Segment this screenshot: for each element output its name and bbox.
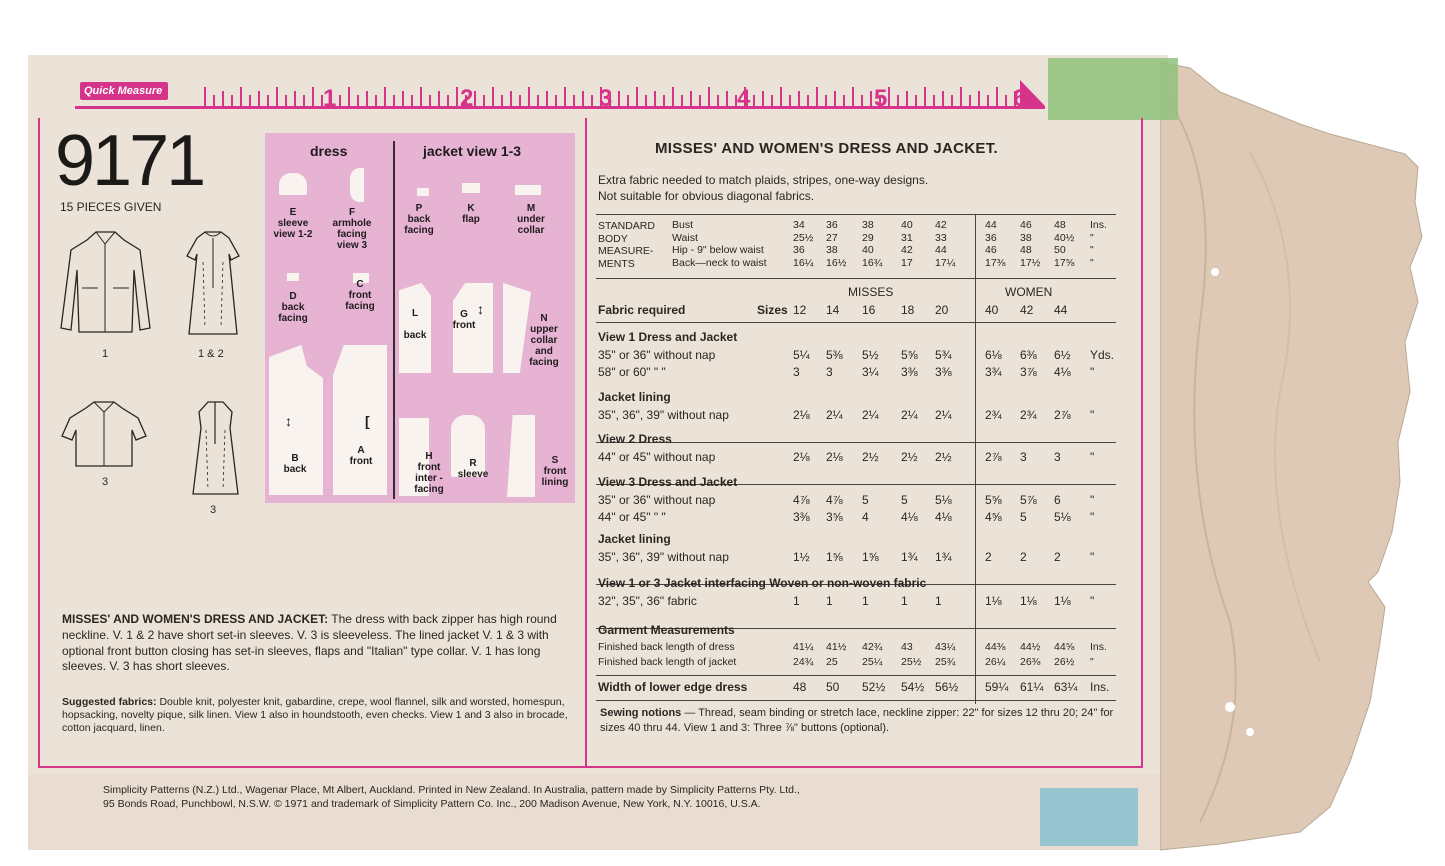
table-cell: 4⅞	[793, 492, 810, 507]
table-cell: 6⅛	[985, 347, 1002, 362]
size-header: 20	[935, 303, 949, 317]
table-cell: 5⅛	[1054, 510, 1071, 524]
piece-shape-a	[333, 345, 387, 495]
piece-shape-d	[287, 273, 299, 281]
piece-label-p: P back facing	[404, 203, 434, 236]
row-label: 58" or 60" " "	[598, 365, 666, 379]
pieces-divider	[393, 141, 395, 499]
table-cell: 2¾	[985, 407, 1002, 422]
table-cell: 6	[1054, 492, 1061, 507]
torn-flap	[1160, 62, 1430, 852]
piece-label-m: M under collar	[517, 203, 545, 236]
table-unit: "	[1090, 244, 1094, 256]
table-cell: 25¾	[935, 656, 956, 668]
row-label: 35" or 36" without nap	[598, 347, 716, 362]
table-cell: 43	[901, 641, 913, 653]
piece-shape-k	[462, 183, 480, 193]
table-cell: 2⅛	[793, 449, 810, 464]
section-heading: View 3 Dress and Jacket	[598, 475, 738, 489]
table-cell: 44	[935, 244, 947, 256]
table-cell: 17⅝	[1054, 256, 1075, 269]
piece-label-e: E sleeve view 1-2	[273, 207, 313, 240]
row-label: Finished back length of jacket	[598, 656, 737, 668]
view-label: 1 & 2	[198, 348, 224, 360]
table-cell: 40½	[1054, 231, 1075, 244]
fabric-required-heading: Fabric required	[598, 303, 686, 317]
size-header: 40	[985, 303, 999, 317]
chart-title: MISSES' AND WOMEN'S DRESS AND JACKET.	[655, 140, 998, 157]
table-cell: 6⅜	[1020, 347, 1037, 362]
footer-line: Simplicity Patterns (N.Z.) Ltd., Wagenar Place, Mt Albert, Auckland. Printed in New Zealand. In Australia, pattern made by Simplicity Patterns Pty. Ltd.,	[103, 784, 800, 796]
pattern-description	[62, 612, 578, 675]
table-cell: 4⅛	[935, 510, 952, 524]
section-heading: View 1 Dress and Jacket	[598, 330, 738, 344]
table-cell: 3¼	[862, 365, 879, 379]
piece-label-b: B back	[283, 453, 307, 475]
table-cell: 31	[901, 231, 913, 244]
size-header: 42	[1020, 303, 1034, 317]
view-label: 3	[102, 476, 109, 488]
ruler-number: 2	[460, 85, 474, 112]
row-label: 44" or 45" without nap	[598, 449, 716, 464]
section-heading: Jacket lining	[598, 390, 671, 404]
view-label: 3	[210, 504, 217, 516]
std-row-label: Waist	[672, 231, 698, 244]
table-cell: 4⅞	[826, 492, 843, 507]
footer-imprint	[103, 783, 800, 811]
table-cell: 1	[793, 593, 800, 608]
table-cell: 26⅜	[1020, 656, 1041, 668]
table-cell: 5	[1020, 510, 1027, 524]
table-cell: 24¾	[793, 656, 814, 668]
table-cell: 5½	[862, 347, 879, 362]
width-label: Width of lower edge dress	[598, 680, 748, 694]
table-cell: 3¾	[985, 365, 1002, 379]
table-cell: 36	[793, 244, 805, 256]
table-cell: 5¼	[793, 347, 810, 362]
table-unit: Ins.	[1090, 680, 1110, 694]
table-unit: "	[1090, 656, 1094, 668]
table-cell: 36	[985, 231, 997, 244]
table-cell: 5⅞	[1020, 492, 1037, 507]
table-unit: "	[1090, 365, 1095, 379]
table-cell: 1⅛	[985, 593, 1002, 608]
ruler-number: 3	[599, 85, 613, 112]
table-cell: 17½	[1020, 256, 1041, 269]
pieces-given: 15 PIECES GIVEN	[60, 200, 162, 214]
table-cell: 2¼	[826, 407, 843, 422]
table-cell: 1½	[793, 549, 810, 564]
ruler-number: 5	[874, 85, 888, 112]
row-label: 35" or 36" without nap	[598, 492, 716, 507]
row-label: Finished back length of dress	[598, 641, 735, 653]
grainline-arrow-g: ↕	[477, 301, 484, 317]
piece-shape-m	[515, 185, 541, 195]
piece-label-k: K flap	[462, 203, 480, 225]
ruler-number: 1	[323, 85, 337, 112]
table-cell: 43¼	[935, 641, 956, 653]
women-heading: WOMEN	[1005, 285, 1053, 299]
suggested-fabrics	[62, 696, 578, 735]
table-cell: 41¼	[793, 641, 814, 653]
right-border	[1141, 118, 1143, 768]
fabrics-lead: Suggested fabrics:	[62, 696, 157, 708]
view-3-dress-illustration	[188, 398, 243, 498]
table-rule	[596, 442, 1116, 443]
view-label: 1	[102, 348, 109, 360]
piece-shape-s	[507, 415, 535, 497]
table-cell: 25	[826, 656, 838, 668]
table-cell: 33	[935, 231, 947, 244]
table-rule	[596, 214, 1116, 215]
table-cell: 2½	[935, 449, 952, 464]
table-cell: 2¼	[901, 407, 918, 422]
table-rule	[596, 675, 1116, 676]
table-cell: 3	[826, 365, 833, 379]
piece-shape-e	[279, 173, 307, 195]
piece-label-g: G front	[452, 309, 476, 331]
table-unit: "	[1090, 492, 1095, 507]
size-header: 12	[793, 303, 807, 317]
table-cell: 6½	[1054, 347, 1071, 362]
table-cell: 48	[1020, 244, 1032, 256]
row-label: 35", 36", 39" without nap	[598, 407, 729, 422]
sizes-heading: Sizes	[757, 303, 788, 317]
ruler-ticks	[75, 75, 1050, 110]
view-1-2-dress-illustration	[183, 228, 243, 338]
table-cell: 17¼	[935, 256, 956, 269]
table-cell: 25¼	[862, 656, 883, 668]
section-heading: View 2 Dress	[598, 432, 672, 446]
table-unit: Yds.	[1090, 347, 1115, 362]
table-cell: 52½	[862, 680, 886, 694]
table-cell: 2	[985, 549, 992, 564]
size-header: 18	[901, 303, 915, 317]
table-cell: 25½	[901, 656, 922, 668]
pattern-number: 9171	[55, 121, 204, 201]
table-cell: 5⅝	[985, 492, 1002, 507]
sewing-notions	[600, 706, 1120, 736]
piece-label-r: R sleeve	[457, 458, 489, 480]
blue-tape	[1040, 788, 1138, 846]
description-body: The dress with back zipper has high round neckline. V. 1 & 2 have short set-in sleeves. V. 3 is sleeveless. The lined jacket V. 1 & 3 with optional front button closing has set-in sleeves, flaps and "Italian" type collar. V. 1 has long sleeves. V. 3 has short sleeves.	[62, 612, 557, 674]
table-cell: 50	[1054, 244, 1066, 256]
size-header: 44	[1054, 303, 1068, 317]
std-label: BODY	[598, 232, 628, 245]
table-unit: "	[1090, 449, 1095, 464]
table-cell: 5	[862, 492, 869, 507]
table-cell: 2¼	[862, 407, 879, 422]
table-cell: 5⅜	[826, 347, 843, 362]
size-header: 16	[862, 303, 876, 317]
table-cell: 2	[1020, 549, 1027, 564]
table-cell: 54½	[901, 680, 925, 694]
table-rule-vertical	[975, 214, 976, 704]
garment-heading: Garment Measurements	[598, 623, 735, 637]
piece-label-n: N upper collar and facing	[529, 313, 559, 368]
table-cell: 3	[1054, 449, 1061, 464]
grainline-arrow-b: ↕	[285, 413, 292, 429]
left-border	[38, 118, 40, 768]
table-cell: 26½	[1054, 656, 1075, 668]
piece-label-f: F armhole facing view 3	[332, 207, 372, 251]
column-divider	[585, 118, 587, 766]
table-rule	[596, 322, 1116, 323]
size-header: 14	[826, 303, 840, 317]
table-cell: 1⅝	[826, 549, 843, 564]
ruler-brand-label: Quick Measure	[80, 82, 168, 100]
row-label: 32", 35", 36" fabric	[598, 593, 697, 608]
std-label: MEASURE-	[598, 245, 654, 257]
green-tape	[1048, 58, 1178, 120]
table-unit: "	[1090, 510, 1095, 524]
row-label: 35", 36", 39" without nap	[598, 549, 729, 564]
table-cell: 2	[1054, 549, 1061, 564]
table-cell: 3⅜	[901, 365, 918, 379]
table-cell: 41½	[826, 641, 847, 653]
table-cell: 3	[793, 365, 800, 379]
table-cell: 2⅛	[826, 449, 843, 464]
table-cell: 29	[862, 231, 874, 244]
section-heading: Jacket lining	[598, 532, 671, 546]
table-cell: 1¾	[935, 549, 952, 564]
table-cell: 4⅛	[901, 510, 918, 524]
misses-heading: MISSES	[848, 285, 894, 299]
std-row-label: Hip - 9" below waist	[672, 244, 764, 256]
table-cell: 2½	[862, 449, 879, 464]
table-cell: 5¾	[935, 347, 952, 362]
piece-label-s: S front lining	[541, 455, 569, 488]
table-cell: 1⅛	[1054, 593, 1071, 608]
table-cell: 59¼	[985, 680, 1009, 694]
row-label: 44" or 45" " "	[598, 510, 666, 524]
piece-label-h: H front inter - facing	[414, 451, 444, 495]
table-cell: 48	[793, 680, 807, 694]
std-label: STANDARD	[598, 220, 655, 232]
table-cell: 5⅛	[935, 492, 952, 507]
table-cell: 61¼	[1020, 680, 1044, 694]
note-line: Extra fabric needed to match plaids, stripes, one-way designs.	[598, 173, 929, 187]
grainline-arrow-a: [	[365, 413, 370, 429]
table-cell: 42	[901, 244, 913, 256]
table-cell: 16¼	[793, 256, 814, 269]
jacket-heading: jacket view 1-3	[423, 143, 522, 159]
table-cell: 56½	[935, 680, 959, 694]
std-label: MENTS	[598, 257, 635, 270]
table-cell: 42	[935, 219, 947, 231]
section-heading: View 1 or 3 Jacket interfacing Woven or non-woven fabric	[598, 576, 927, 590]
table-cell: 40	[901, 219, 913, 231]
table-cell: 17	[901, 256, 913, 269]
table-unit: Ins.	[1090, 219, 1107, 231]
table-unit: "	[1090, 407, 1095, 422]
table-cell: 46	[985, 244, 997, 256]
table-cell: 1⅝	[862, 549, 879, 564]
chart-notes	[598, 172, 928, 204]
table-cell: 16½	[826, 256, 847, 269]
table-cell: 25½	[793, 231, 814, 244]
table-unit: "	[1090, 256, 1094, 269]
table-cell: 48	[1054, 219, 1066, 231]
table-cell: 38	[1020, 231, 1032, 244]
table-cell: 5	[901, 492, 908, 507]
table-cell: 17⅜	[985, 256, 1006, 269]
table-cell: 1¾	[901, 549, 918, 564]
table-cell: 44⅜	[985, 641, 1006, 653]
table-cell: 44⅝	[1054, 641, 1075, 653]
ruler-number: 4	[737, 85, 751, 112]
piece-shape-p	[417, 188, 429, 196]
note-line: Not suitable for obvious diagonal fabrics.	[598, 189, 815, 203]
table-cell: 38	[862, 219, 874, 231]
table-cell: 3⅜	[935, 365, 952, 379]
table-cell: 1	[826, 593, 833, 608]
fabrics-body: Double knit, polyester knit, gabardine, crepe, wool flannel, silk and worsted, homespun, hopsacking, novelty pique, silk linen. View 1 also in houndstooth, even checks. View 1 and 3 also in brocade, cotton jacquard, linen.	[62, 696, 568, 734]
view-1-jacket-illustration	[58, 228, 153, 340]
table-cell: 34	[793, 219, 805, 231]
table-cell: 50	[826, 680, 840, 694]
table-cell: 1	[901, 593, 908, 608]
table-cell: 2¾	[1020, 407, 1037, 422]
table-cell: 3⅝	[826, 510, 843, 524]
table-rule	[596, 278, 1116, 279]
ruler-number: 6	[1013, 85, 1027, 112]
table-cell: 1	[862, 593, 869, 608]
table-cell: 36	[826, 219, 838, 231]
table-cell: 16¾	[862, 256, 883, 269]
table-cell: 27	[826, 231, 838, 244]
table-cell: 2¼	[935, 407, 952, 422]
table-unit: Ins.	[1090, 641, 1107, 653]
table-cell: 4	[862, 510, 869, 524]
footer-line: 95 Bonds Road, Punchbowl, N.S.W. © 1971 and trademark of Simplicity Pattern Co. Inc., 200 Madison Avenue, New York, N.Y. 10016, U.S.A.	[103, 798, 761, 810]
table-cell: 3	[1020, 449, 1027, 464]
table-cell: 46	[1020, 219, 1032, 231]
piece-label-d: D back facing	[278, 291, 308, 324]
table-cell: 42¾	[862, 641, 883, 653]
view-3-jacket-illustration	[58, 398, 150, 470]
table-cell: 1⅛	[1020, 593, 1037, 608]
table-cell: 2⅛	[793, 407, 810, 422]
table-cell: 3⅞	[1020, 365, 1037, 379]
table-cell: 5⅝	[901, 347, 918, 362]
table-cell: 4⅝	[985, 510, 1002, 524]
notions-lead: Sewing notions	[600, 707, 682, 719]
table-cell: 2⅞	[985, 449, 1002, 464]
table-cell: 3⅜	[793, 510, 810, 524]
pattern-pieces-chart	[265, 133, 575, 503]
table-cell: 38	[826, 244, 838, 256]
table-cell: 44	[985, 219, 997, 231]
std-row-label: Back—neck to waist	[672, 256, 767, 269]
table-unit: "	[1090, 593, 1095, 608]
piece-label-a: A front	[349, 445, 373, 467]
bottom-border	[38, 766, 1143, 768]
table-rule	[596, 700, 1116, 701]
piece-label-l: L back	[403, 308, 427, 341]
description-lead: MISSES' AND WOMEN'S DRESS AND JACKET:	[62, 612, 329, 626]
piece-label-c: C front facing	[345, 279, 375, 312]
table-cell: 40	[862, 244, 874, 256]
dress-heading: dress	[310, 143, 348, 159]
table-cell: 26¼	[985, 656, 1006, 668]
table-cell: 44½	[1020, 641, 1041, 653]
table-cell: 2⅞	[1054, 407, 1071, 422]
table-cell: 63¼	[1054, 680, 1078, 694]
table-cell: 2½	[901, 449, 918, 464]
piece-shape-f	[350, 168, 364, 202]
table-unit: "	[1090, 231, 1094, 244]
std-row-label: Bust	[672, 219, 694, 231]
table-cell: 4⅛	[1054, 365, 1071, 379]
table-cell: 1	[935, 593, 942, 608]
table-unit: "	[1090, 549, 1095, 564]
notions-body: — Thread, seam binding or stretch lace, neckline zipper: 22" for sizes 12 thru 20; 24" for sizes 40 thru 44. View 1 and 3: Three ⅞" buttons (optional).	[600, 707, 1114, 734]
